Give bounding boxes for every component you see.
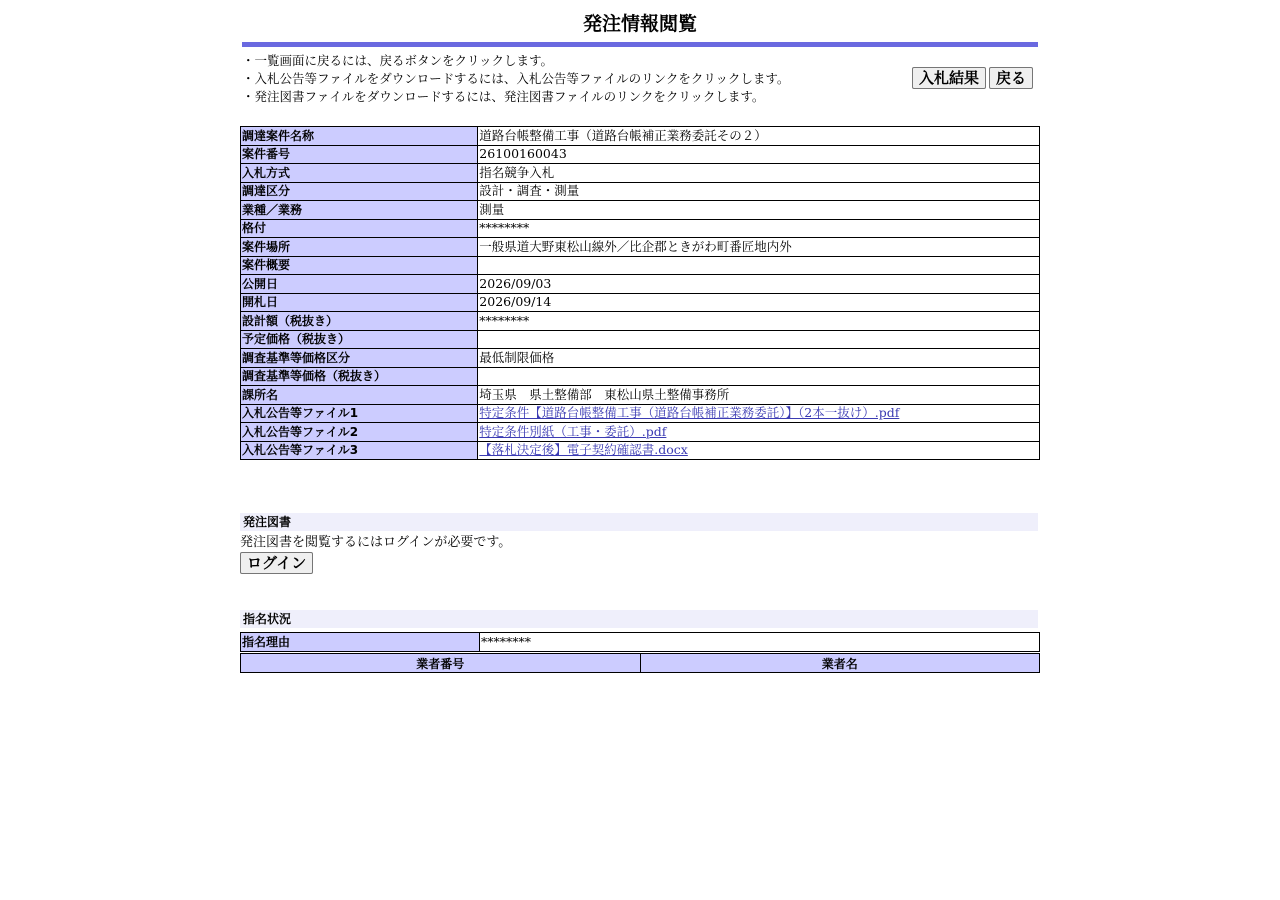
row-label: 指名理由: [241, 633, 480, 652]
row-value: [478, 441, 1040, 460]
row-value: 設計・調査・測量: [478, 182, 1040, 201]
nomination-section-header: 指名状況: [240, 610, 1038, 628]
column-header-vendor-name: 業者名: [640, 654, 1040, 673]
instructions: [242, 52, 882, 106]
table-row: [241, 423, 1040, 442]
nomination-reason-table: [240, 632, 1040, 652]
row-label: 案件番号: [241, 145, 478, 164]
table-row: [241, 386, 1040, 405]
table-row: [241, 312, 1040, 331]
row-label: 調達案件名称: [241, 127, 478, 146]
table-row: [241, 201, 1040, 220]
row-label: 業種／業務: [241, 201, 478, 220]
row-label: 設計額（税抜き）: [241, 312, 478, 331]
instruction-line: ・入札公告等ファイルをダウンロードするには、入札公告等ファイルのリンクをクリックします。: [242, 71, 790, 86]
page-title: 発注情報閲覧: [582, 13, 697, 35]
row-value: 埼玉県 県土整備部 東松山県土整備事務所: [478, 386, 1040, 405]
table-row: [241, 633, 1040, 652]
row-value: 2026/09/14: [478, 293, 1040, 312]
table-row: [241, 256, 1040, 275]
row-value: 26100160043: [478, 145, 1040, 164]
row-value: [478, 256, 1040, 275]
bid-result-button[interactable]: 入札結果: [912, 67, 986, 89]
row-value: 最低制限価格: [478, 349, 1040, 368]
table-row: [241, 367, 1040, 386]
row-label: 案件概要: [241, 256, 478, 275]
row-value: [478, 367, 1040, 386]
back-button[interactable]: 戻る: [989, 67, 1033, 89]
login-button-wrapper: [240, 552, 313, 574]
row-label: 課所名: [241, 386, 478, 405]
row-label: 開札日: [241, 293, 478, 312]
row-label: 調査基準等価格（税抜き）: [241, 367, 478, 386]
row-label: 公開日: [241, 275, 478, 294]
table-row: [241, 349, 1040, 368]
bid-notice-file-3-link[interactable]: 【落札決定後】電子契約確認書.docx: [479, 442, 688, 458]
table-row: [241, 293, 1040, 312]
row-value: [478, 423, 1040, 442]
table-row: [241, 219, 1040, 238]
table-row: [241, 164, 1040, 183]
instruction-line: ・発注図書ファイルをダウンロードするには、発注図書ファイルのリンクをクリックします。: [242, 89, 765, 104]
row-value: 道路台帳整備工事（道路台帳補正業務委託その２）: [478, 127, 1040, 146]
column-header-vendor-number: 業者番号: [241, 654, 641, 673]
table-row: [241, 441, 1040, 460]
table-row: [241, 275, 1040, 294]
table-header-row: [241, 654, 1040, 673]
bid-notice-file-2-link[interactable]: 特定条件別紙（工事・委託）.pdf: [479, 423, 667, 439]
row-value: [478, 404, 1040, 423]
row-value: ********: [478, 219, 1040, 238]
row-label: 調査基準等価格区分: [241, 349, 478, 368]
row-value: 測量: [478, 201, 1040, 220]
row-value: ********: [478, 312, 1040, 331]
row-value: ********: [480, 633, 1040, 652]
order-docs-section-header: 発注図書: [240, 513, 1038, 531]
table-row: [241, 238, 1040, 257]
login-required-note: 発注図書を閲覧するにはログインが必要です。: [240, 535, 512, 550]
row-label: 予定価格（税抜き）: [241, 330, 478, 349]
row-label: 案件場所: [241, 238, 478, 257]
row-value: 指名競争入札: [478, 164, 1040, 183]
table-row: [241, 330, 1040, 349]
table-row: [241, 127, 1040, 146]
row-value: 2026/09/03: [478, 275, 1040, 294]
bid-notice-file-1-link[interactable]: 特定条件【道路台帳整備工事（道路台帳補正業務委託）】（2本一抜け）.pdf: [479, 405, 900, 421]
table-row: [241, 404, 1040, 423]
row-label: 入札公告等ファイル1: [241, 404, 478, 423]
row-label: 格付: [241, 219, 478, 238]
row-label: 入札公告等ファイル2: [241, 423, 478, 442]
vendor-table: [240, 653, 1040, 673]
row-label: 調達区分: [241, 182, 478, 201]
top-button-group: [912, 67, 1033, 89]
table-row: [241, 145, 1040, 164]
row-label: 入札公告等ファイル3: [241, 441, 478, 460]
table-row: [241, 182, 1040, 201]
instruction-line: ・一覧画面に戻るには、戻るボタンをクリックします。: [242, 53, 554, 68]
title-divider: [242, 42, 1038, 47]
procurement-info-table: [240, 126, 1040, 460]
login-button[interactable]: ログイン: [240, 552, 313, 574]
row-value: 一般県道大野東松山線外／比企郡ときがわ町番匠地内外: [478, 238, 1040, 257]
row-value: [478, 330, 1040, 349]
row-label: 入札方式: [241, 164, 478, 183]
